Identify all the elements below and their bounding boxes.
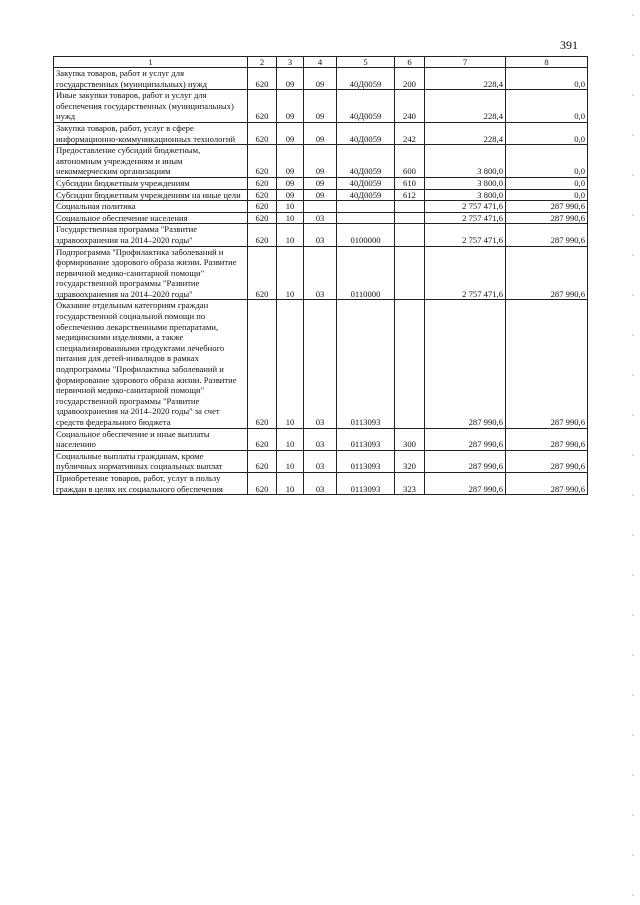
row-name: Приобретение товаров, работ, услуг в пользу граждан в целях их социального обеспечения — [54, 472, 248, 494]
row-ministry: 620 — [248, 300, 277, 428]
row-expense-type: 610 — [395, 177, 425, 189]
row-target-article: 0113093 — [337, 428, 395, 450]
table-row — [54, 177, 588, 189]
header-cell: 7 — [425, 57, 506, 68]
row-ministry: 620 — [248, 201, 277, 213]
row-section: 10 — [277, 224, 304, 246]
table-row — [54, 224, 588, 246]
row-expense-type: 242 — [395, 122, 425, 144]
row-section: 10 — [277, 428, 304, 450]
row-amount-federal: 287 990,6 — [506, 472, 588, 494]
row-section: 09 — [277, 145, 304, 178]
row-name: Субсидии бюджетным учреждениям — [54, 177, 248, 189]
row-expense-type: 323 — [395, 472, 425, 494]
header-cell: 5 — [337, 57, 395, 68]
row-subsection: 09 — [304, 145, 337, 178]
row-amount-federal: 287 990,6 — [506, 300, 588, 428]
table-row — [54, 212, 588, 224]
row-amount-federal: 287 990,6 — [506, 246, 588, 300]
row-ministry: 620 — [248, 122, 277, 144]
row-section: 10 — [277, 212, 304, 224]
row-target-article: 0113093 — [337, 300, 395, 428]
table-row — [54, 300, 588, 428]
row-section: 10 — [277, 246, 304, 300]
row-name: Социальные выплаты гражданам, кроме публичных нормативных социальных выплат — [54, 450, 248, 472]
row-name: Подпрограмма "Профилактика заболеваний и формирование здорового образа жизни. Развитие первичной медико-санитарной помощи" государственной программы "Развитие здравоохранения на 2014–2020 годы" — [54, 246, 248, 300]
row-amount-federal: 0,0 — [506, 68, 588, 90]
row-subsection: 09 — [304, 189, 337, 201]
table-row — [54, 68, 588, 90]
row-target-article: 0113093 — [337, 450, 395, 472]
row-amount-total: 3 800,0 — [425, 145, 506, 178]
row-section: 09 — [277, 177, 304, 189]
row-expense-type — [395, 246, 425, 300]
row-expense-type — [395, 300, 425, 428]
table-row — [54, 428, 588, 450]
row-section: 09 — [277, 90, 304, 123]
row-section: 10 — [277, 300, 304, 428]
header-cell: 4 — [304, 57, 337, 68]
row-expense-type — [395, 201, 425, 213]
row-subsection: 03 — [304, 300, 337, 428]
row-ministry: 620 — [248, 145, 277, 178]
page-number: 391 — [560, 38, 578, 52]
row-target-article: 40Д0059 — [337, 90, 395, 123]
row-target-article: 40Д0059 — [337, 189, 395, 201]
row-amount-federal: 287 990,6 — [506, 428, 588, 450]
scan-edge-marks — [632, 0, 634, 905]
row-amount-federal: 287 990,6 — [506, 201, 588, 213]
row-expense-type: 320 — [395, 450, 425, 472]
row-amount-federal: 287 990,6 — [506, 224, 588, 246]
row-subsection: 03 — [304, 472, 337, 494]
table-row — [54, 145, 588, 178]
row-amount-total: 287 990,6 — [425, 450, 506, 472]
row-name: Субсидии бюджетным учреждениям на иные цели — [54, 189, 248, 201]
row-name: Закупка товаров, работ и услуг для государственных (муниципальных) нужд — [54, 68, 248, 90]
row-subsection: 09 — [304, 68, 337, 90]
budget-table — [53, 56, 588, 495]
row-amount-federal: 0,0 — [506, 189, 588, 201]
table-row — [54, 122, 588, 144]
row-section: 09 — [277, 122, 304, 144]
table-row — [54, 472, 588, 494]
row-amount-total: 287 990,6 — [425, 472, 506, 494]
row-target-article: 40Д0059 — [337, 122, 395, 144]
row-expense-type — [395, 224, 425, 246]
row-subsection: 09 — [304, 177, 337, 189]
row-section: 09 — [277, 189, 304, 201]
row-amount-total: 287 990,6 — [425, 428, 506, 450]
row-amount-federal: 0,0 — [506, 145, 588, 178]
row-name: Закупка товаров, работ, услуг в сфере информационно-коммуникационных технологий — [54, 122, 248, 144]
row-amount-federal: 0,0 — [506, 90, 588, 123]
row-subsection: 03 — [304, 428, 337, 450]
row-subsection — [304, 201, 337, 213]
row-amount-total: 3 800,0 — [425, 177, 506, 189]
row-expense-type: 600 — [395, 145, 425, 178]
row-target-article: 0100000 — [337, 224, 395, 246]
row-amount-total: 228,4 — [425, 68, 506, 90]
row-ministry: 620 — [248, 224, 277, 246]
row-amount-total: 2 757 471,6 — [425, 212, 506, 224]
table-row — [54, 246, 588, 300]
row-name: Социальное обеспечение населения — [54, 212, 248, 224]
row-target-article — [337, 212, 395, 224]
row-amount-total: 2 757 471,6 — [425, 224, 506, 246]
table-row — [54, 189, 588, 201]
row-ministry: 620 — [248, 450, 277, 472]
row-ministry: 620 — [248, 177, 277, 189]
row-target-article: 40Д0059 — [337, 177, 395, 189]
row-name: Оказание отдельным категориям граждан государственной социальной помощи по обеспечению лекарственными препаратами, медицинскими изделиями, а также специализированными продуктами лечебного питания для детей-инвалидов в рамках подпрограммы "Профилактика заболеваний и формирование здорового образа жизни. Развитие первичной медико-санитарной помощи" государственной программы "Развитие здравоохранения на 2014–2020 годы" за счет средств федерального бюджета — [54, 300, 248, 428]
row-subsection: 03 — [304, 224, 337, 246]
header-cell: 2 — [248, 57, 277, 68]
row-expense-type: 200 — [395, 68, 425, 90]
row-subsection: 03 — [304, 246, 337, 300]
row-target-article: 0110000 — [337, 246, 395, 300]
row-expense-type: 612 — [395, 189, 425, 201]
row-ministry: 620 — [248, 189, 277, 201]
row-ministry: 620 — [248, 212, 277, 224]
header-cell: 1 — [54, 57, 248, 68]
row-subsection: 03 — [304, 450, 337, 472]
row-ministry: 620 — [248, 90, 277, 123]
row-name: Иные закупки товаров, работ и услуг для обеспечения государственных (муниципальных) нужд — [54, 90, 248, 123]
row-name: Предоставление субсидий бюджетным, автономным учреждениям и иным некоммерческим организациям — [54, 145, 248, 178]
row-section: 10 — [277, 201, 304, 213]
header-cell: 8 — [506, 57, 588, 68]
row-amount-federal: 0,0 — [506, 122, 588, 144]
row-amount-total: 2 757 471,6 — [425, 201, 506, 213]
row-expense-type — [395, 212, 425, 224]
row-ministry: 620 — [248, 428, 277, 450]
row-name: Социальная политика — [54, 201, 248, 213]
row-section: 10 — [277, 472, 304, 494]
row-amount-total: 3 800,0 — [425, 189, 506, 201]
row-target-article: 40Д0059 — [337, 145, 395, 178]
row-amount-federal: 287 990,6 — [506, 212, 588, 224]
row-name: Социальное обеспечение и иные выплаты населению — [54, 428, 248, 450]
row-ministry: 620 — [248, 68, 277, 90]
header-cell: 6 — [395, 57, 425, 68]
row-amount-total: 287 990,6 — [425, 300, 506, 428]
table-row — [54, 450, 588, 472]
table-row — [54, 201, 588, 213]
row-expense-type: 300 — [395, 428, 425, 450]
row-amount-total: 228,4 — [425, 90, 506, 123]
row-subsection: 03 — [304, 212, 337, 224]
row-section: 09 — [277, 68, 304, 90]
row-amount-federal: 287 990,6 — [506, 450, 588, 472]
row-target-article: 0113093 — [337, 472, 395, 494]
header-cell: 3 — [277, 57, 304, 68]
row-subsection: 09 — [304, 122, 337, 144]
row-amount-total: 2 757 471,6 — [425, 246, 506, 300]
row-ministry: 620 — [248, 246, 277, 300]
row-expense-type: 240 — [395, 90, 425, 123]
row-subsection: 09 — [304, 90, 337, 123]
row-target-article — [337, 201, 395, 213]
row-ministry: 620 — [248, 472, 277, 494]
row-amount-federal: 0,0 — [506, 177, 588, 189]
row-amount-total: 228,4 — [425, 122, 506, 144]
row-target-article: 40Д0059 — [337, 68, 395, 90]
row-name: Государственная программа "Развитие здравоохранения на 2014–2020 годы" — [54, 224, 248, 246]
header-row — [54, 57, 588, 68]
table-row — [54, 90, 588, 123]
row-section: 10 — [277, 450, 304, 472]
